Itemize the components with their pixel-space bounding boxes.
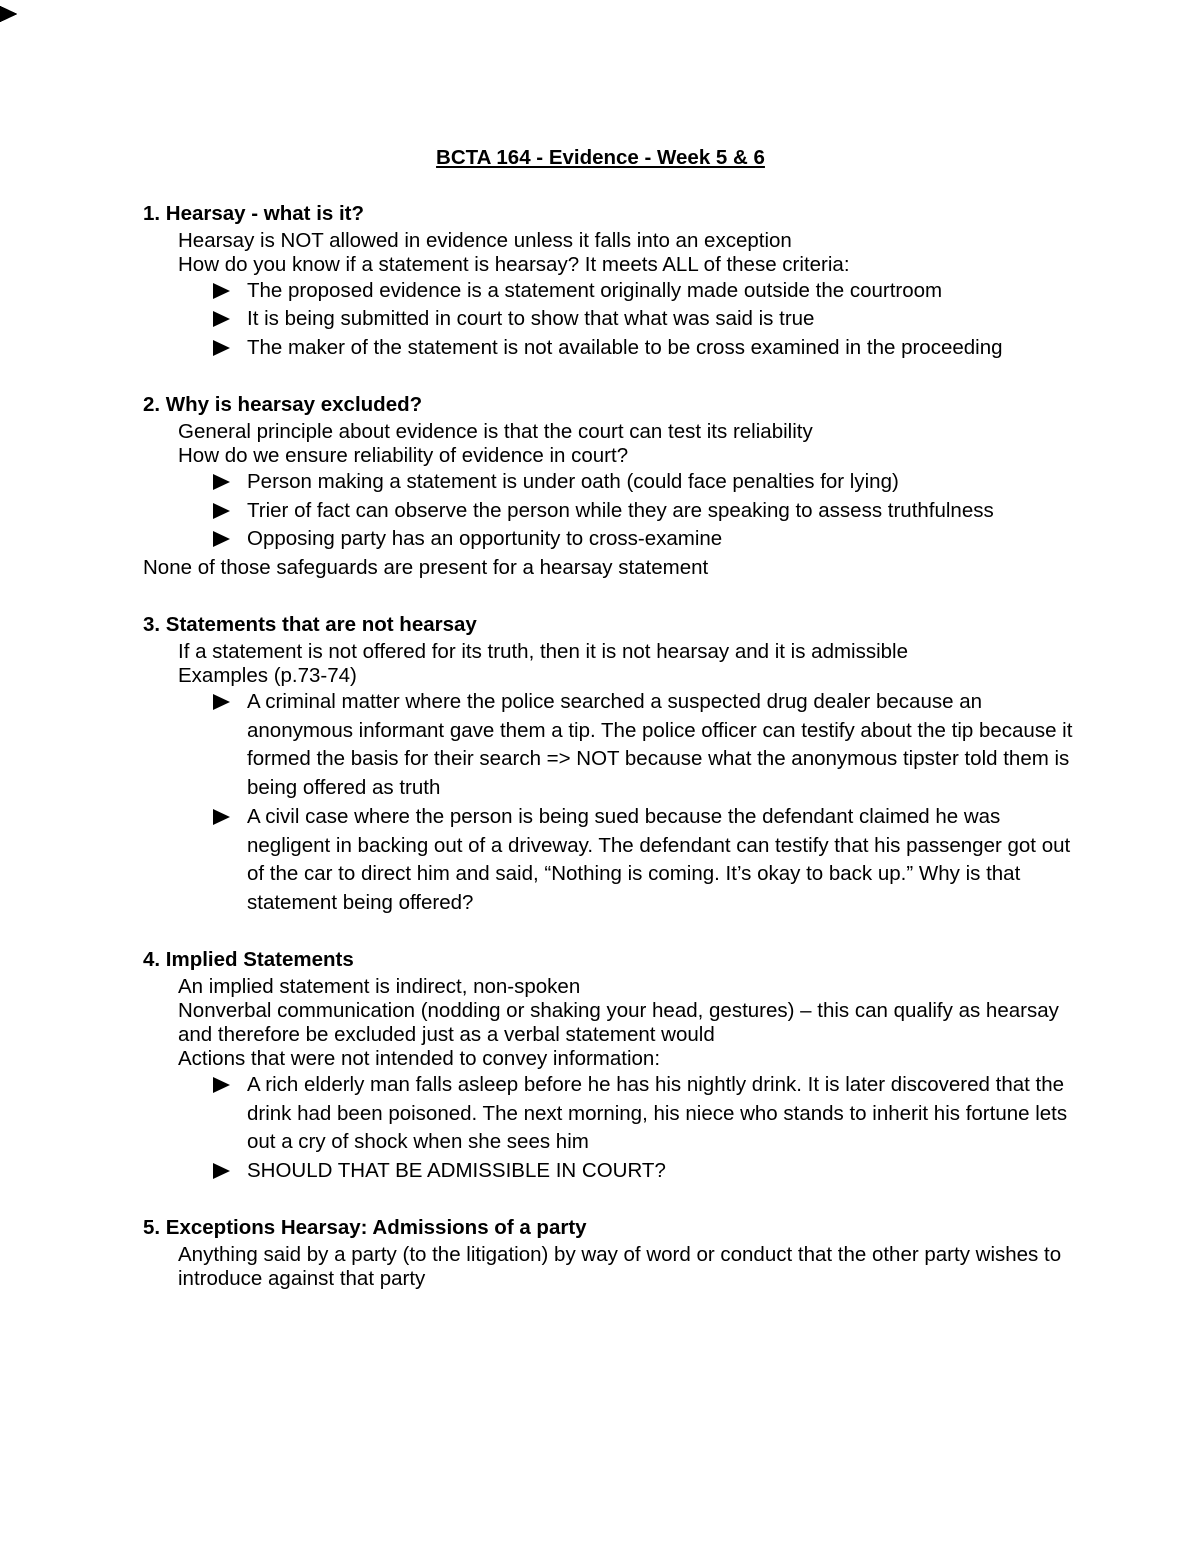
list-item: [178, 975, 1080, 999]
section-heading: 3. Statements that are not hearsay: [143, 613, 477, 637]
sub-list-item-text: Opposing party has an opportunity to cross-examine: [247, 527, 723, 551]
triangle-bullet-icon: [213, 305, 237, 334]
sub-list-item-text: The proposed evidence is a statement originally made outside the courtroom: [247, 278, 943, 302]
list-item: [178, 253, 1080, 277]
list-item: [178, 1243, 1080, 1291]
bullet-list: [143, 975, 1080, 1186]
bullet-list: [143, 640, 1080, 918]
list-item: [178, 664, 1080, 688]
section-heading: 5. Exceptions Hearsay: Admissions of a party: [143, 1216, 587, 1240]
sub-bullet-list: [213, 1071, 1080, 1186]
list-item-text: Anything said by a party (to the litigation) by way of word or conduct that the other party wishes to introduce against that party: [178, 1242, 1062, 1290]
sub-bullet-list: [213, 277, 1080, 363]
triangle-bullet-icon: [213, 277, 237, 306]
bullet-list: [143, 420, 1080, 554]
section-4: [143, 946, 1080, 1186]
list-item-text: How do you know if a statement is hearsay? It meets ALL of these criteria:: [178, 252, 850, 276]
list-item-text: An implied statement is indirect, non-spoken: [178, 974, 581, 998]
document-title: BCTA 164 - Evidence - Week 5 & 6: [436, 146, 765, 169]
triangle-bullet-icon: [213, 334, 237, 363]
sub-list-item-text: It is being submitted in court to show that what was said is true: [247, 307, 815, 331]
section-1: [143, 200, 1080, 363]
sub-list-item-text: The maker of the statement is not available to be cross examined in the proceeding: [247, 336, 1003, 360]
section-3: [143, 611, 1080, 917]
section-2: [143, 391, 1080, 583]
list-item-text: If a statement is not offered for its truth, then it is not hearsay and it is admissible: [178, 640, 909, 664]
list-item: [178, 420, 1080, 444]
list-item: [178, 640, 1080, 664]
triangle-bullet-icon: [213, 803, 237, 832]
triangle-bullet-icon: [213, 688, 237, 717]
triangle-bullet-icon: [213, 497, 237, 526]
list-item-text: Hearsay is NOT allowed in evidence unless it falls into an exception: [178, 228, 792, 252]
sub-list-item-text: SHOULD THAT BE ADMISSIBLE IN COURT?: [247, 1158, 666, 1182]
list-item-text: General principle about evidence is that the court can test its reliability: [178, 420, 813, 444]
sub-list-item-text: A criminal matter where the police searched a suspected drug dealer because an anonymous informant gave them a tip. The police officer can testify about the tip because it formed the basis for their search => NOT because what the anonymous tipster told them is being offered as truth: [247, 690, 1073, 800]
list-item: [178, 999, 1080, 1047]
sub-list-item: [213, 1157, 1080, 1186]
list-item: [178, 1047, 1080, 1071]
list-item-text: How do we ensure reliability of evidence in court?: [178, 444, 629, 468]
bullet-list: [143, 229, 1080, 363]
triangle-bullet-icon: [213, 1071, 237, 1100]
sections-container: [143, 200, 1080, 1291]
sub-list-item: [213, 803, 1080, 918]
triangle-bullet-icon: [0, 0, 24, 29]
sub-bullet-list: [213, 688, 1080, 918]
triangle-bullet-icon: [213, 525, 237, 554]
sub-list-item-text: Person making a statement is under oath (could face penalties for lying): [247, 470, 899, 494]
section-heading: 4. Implied Statements: [143, 948, 354, 972]
sub-bullet-list: [213, 468, 1080, 554]
sub-list-item: [213, 305, 1080, 334]
sub-list-item: [213, 334, 1080, 363]
list-item: [178, 229, 1080, 253]
list-item-text: Nonverbal communication (nodding or shaking your head, gestures) – this can qualify as hearsay and therefore be excluded just as a verbal statement would: [178, 998, 1059, 1046]
list-item-text: Examples (p.73-74): [178, 664, 357, 688]
sub-list-item: [213, 277, 1080, 306]
triangle-bullet-icon: [213, 468, 237, 497]
section-heading: 2. Why is hearsay excluded?: [143, 393, 423, 417]
section-note: None of those safeguards are present for a hearsay statement: [143, 556, 709, 580]
sub-list-item: [213, 688, 1080, 803]
list-item: [178, 444, 1080, 468]
sub-list-item-text: Trier of fact can observe the person while they are speaking to assess truthfulness: [247, 498, 994, 522]
sub-list-item: [213, 468, 1080, 497]
sub-list-item: [213, 497, 1080, 526]
triangle-bullet-icon: [213, 1157, 237, 1186]
sub-list-item: [213, 1071, 1080, 1157]
section-5: [143, 1214, 1080, 1291]
sub-list-item: [213, 525, 1080, 554]
sub-list-item-text: A rich elderly man falls asleep before he has his nightly drink. It is later discovered that the drink had been poisoned. The next morning, his niece who stands to inherit his fortune lets out a cry of shock when she sees him: [247, 1072, 1068, 1154]
list-item-text: Actions that were not intended to convey information:: [178, 1046, 661, 1070]
sub-list-item-text: A civil case where the person is being sued because the defendant claimed he was negligent in backing out of a driveway. The defendant can testify that his passenger got out of the car to direct him and said, “Nothing is coming. It’s okay to back up.” Why is that statement being offered?: [247, 804, 1071, 914]
bullet-list: [143, 1243, 1080, 1291]
section-heading: 1. Hearsay - what is it?: [143, 202, 365, 225]
